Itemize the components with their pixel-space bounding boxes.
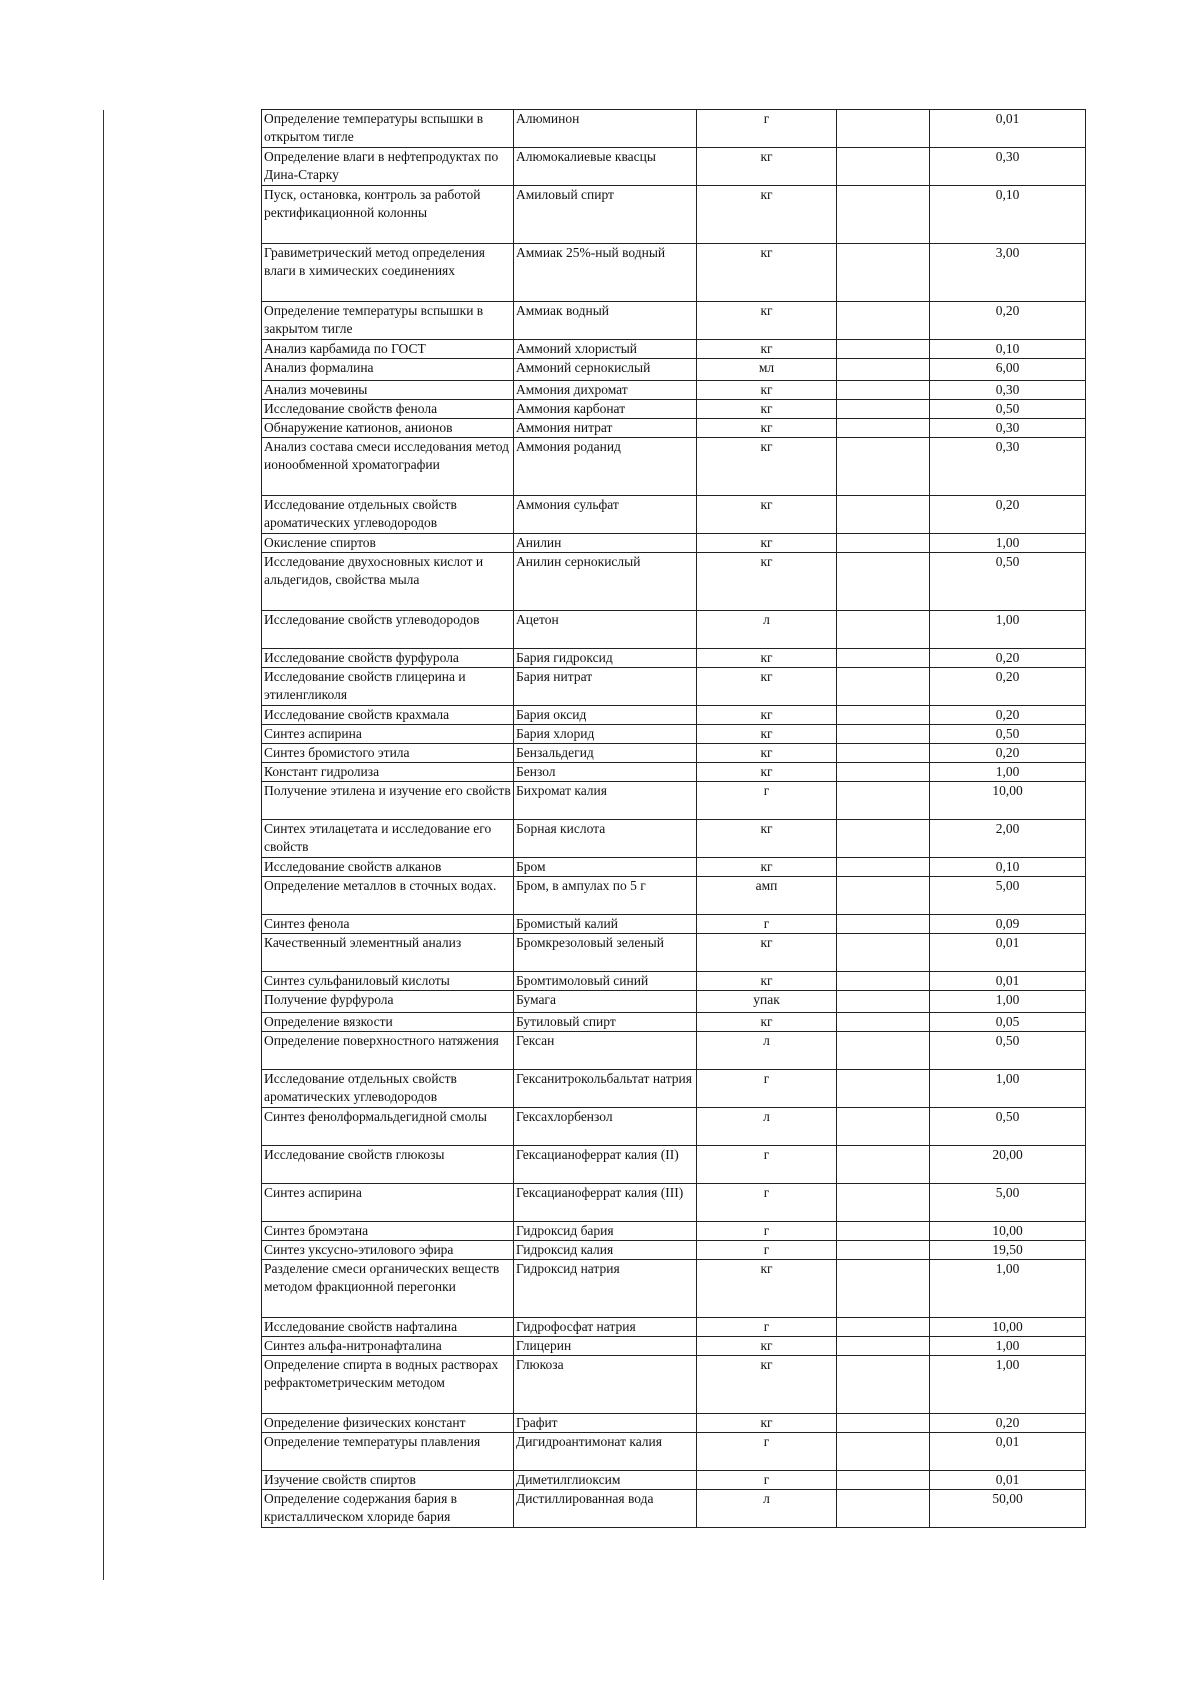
empty-cell bbox=[837, 915, 930, 934]
quantity-cell: 0,20 bbox=[930, 744, 1086, 763]
table-row bbox=[262, 359, 1086, 381]
empty-cell bbox=[837, 934, 930, 972]
empty-cell bbox=[837, 496, 930, 534]
reagent-cell: Бария нитрат bbox=[514, 668, 697, 706]
reagent-cell: Алюмокалиевые квасцы bbox=[514, 148, 697, 186]
table-row bbox=[262, 877, 1086, 915]
quantity-cell: 20,00 bbox=[930, 1146, 1086, 1184]
reagent-cell: Бария хлорид bbox=[514, 725, 697, 744]
reagent-cell: Аммиак 25%-ный водный bbox=[514, 244, 697, 302]
empty-cell bbox=[837, 1184, 930, 1222]
quantity-cell: 0,01 bbox=[930, 1433, 1086, 1471]
reagent-cell: Ацетон bbox=[514, 611, 697, 649]
unit-cell: кг bbox=[697, 534, 837, 553]
quantity-cell: 0,50 bbox=[930, 725, 1086, 744]
unit-cell: кг bbox=[697, 668, 837, 706]
work-cell: Исследование свойств нафталина bbox=[262, 1318, 514, 1337]
table-row bbox=[262, 782, 1086, 820]
unit-cell: кг bbox=[697, 148, 837, 186]
reagent-cell: Бензол bbox=[514, 763, 697, 782]
reagent-cell: Бромистый калий bbox=[514, 915, 697, 934]
unit-cell: кг bbox=[697, 340, 837, 359]
quantity-cell: 0,20 bbox=[930, 706, 1086, 725]
table-row bbox=[262, 991, 1086, 1013]
empty-cell bbox=[837, 706, 930, 725]
work-cell: Синтез бромэтана bbox=[262, 1222, 514, 1241]
table-row bbox=[262, 419, 1086, 438]
reagent-cell: Анилин bbox=[514, 534, 697, 553]
quantity-cell: 0,01 bbox=[930, 972, 1086, 991]
quantity-cell: 10,00 bbox=[930, 782, 1086, 820]
empty-cell bbox=[837, 1241, 930, 1260]
unit-cell: л bbox=[697, 1108, 837, 1146]
quantity-cell: 5,00 bbox=[930, 877, 1086, 915]
table-row bbox=[262, 1490, 1086, 1528]
quantity-cell: 1,00 bbox=[930, 1260, 1086, 1318]
unit-cell: кг bbox=[697, 438, 837, 496]
quantity-cell: 1,00 bbox=[930, 611, 1086, 649]
unit-cell: кг bbox=[697, 1414, 837, 1433]
unit-cell: кг bbox=[697, 858, 837, 877]
quantity-cell: 0,20 bbox=[930, 668, 1086, 706]
empty-cell bbox=[837, 419, 930, 438]
reagent-cell: Аммоний сернокислый bbox=[514, 359, 697, 381]
table-row bbox=[262, 110, 1086, 148]
table-row bbox=[262, 1222, 1086, 1241]
empty-cell bbox=[837, 1490, 930, 1528]
empty-cell bbox=[837, 744, 930, 763]
empty-cell bbox=[837, 858, 930, 877]
reagent-cell: Бром bbox=[514, 858, 697, 877]
table-row bbox=[262, 1032, 1086, 1070]
unit-cell: кг bbox=[697, 649, 837, 668]
empty-cell bbox=[837, 1356, 930, 1414]
table-row bbox=[262, 302, 1086, 340]
reagent-cell: Бихромат калия bbox=[514, 782, 697, 820]
empty-cell bbox=[837, 782, 930, 820]
table-row bbox=[262, 915, 1086, 934]
empty-cell bbox=[837, 1414, 930, 1433]
unit-cell: л bbox=[697, 1032, 837, 1070]
reagent-cell: Аммония карбонат bbox=[514, 400, 697, 419]
work-cell: Пуск, остановка, контроль за работой ректификационной колонны bbox=[262, 186, 514, 244]
table-row bbox=[262, 972, 1086, 991]
work-cell: Исследование свойств глюкозы bbox=[262, 1146, 514, 1184]
empty-cell bbox=[837, 1222, 930, 1241]
empty-cell bbox=[837, 991, 930, 1013]
work-cell: Качественный элементный анализ bbox=[262, 934, 514, 972]
quantity-cell: 10,00 bbox=[930, 1318, 1086, 1337]
unit-cell: кг bbox=[697, 1260, 837, 1318]
empty-cell bbox=[837, 763, 930, 782]
work-cell: Анализ карбамида по ГОСТ bbox=[262, 340, 514, 359]
empty-cell bbox=[837, 877, 930, 915]
unit-cell: кг bbox=[697, 820, 837, 858]
quantity-cell: 3,00 bbox=[930, 244, 1086, 302]
work-cell: Исследование свойств углеводородов bbox=[262, 611, 514, 649]
quantity-cell: 0,09 bbox=[930, 915, 1086, 934]
empty-cell bbox=[837, 1146, 930, 1184]
quantity-cell: 0,30 bbox=[930, 438, 1086, 496]
unit-cell: г bbox=[697, 1222, 837, 1241]
quantity-cell: 1,00 bbox=[930, 534, 1086, 553]
table-row bbox=[262, 744, 1086, 763]
reagent-cell: Бромтимоловый синий bbox=[514, 972, 697, 991]
reagent-cell: Амиловый спирт bbox=[514, 186, 697, 244]
unit-cell: кг bbox=[697, 744, 837, 763]
quantity-cell: 0,30 bbox=[930, 148, 1086, 186]
reagent-cell: Аммония роданид bbox=[514, 438, 697, 496]
quantity-cell: 0,20 bbox=[930, 496, 1086, 534]
work-cell: Определение влаги в нефтепродуктах по Дина-Старку bbox=[262, 148, 514, 186]
reagent-cell: Дистиллированная вода bbox=[514, 1490, 697, 1528]
table-row bbox=[262, 1070, 1086, 1108]
empty-cell bbox=[837, 340, 930, 359]
quantity-cell: 0,20 bbox=[930, 1414, 1086, 1433]
empty-cell bbox=[837, 244, 930, 302]
reagent-cell: Борная кислота bbox=[514, 820, 697, 858]
table-row bbox=[262, 1013, 1086, 1032]
quantity-cell: 0,50 bbox=[930, 400, 1086, 419]
work-cell: Исследование свойств глицерина и этиленгликоля bbox=[262, 668, 514, 706]
table-row bbox=[262, 1414, 1086, 1433]
empty-cell bbox=[837, 725, 930, 744]
unit-cell: г bbox=[697, 1471, 837, 1490]
table-row bbox=[262, 186, 1086, 244]
reagent-cell: Аммония сульфат bbox=[514, 496, 697, 534]
quantity-cell: 1,00 bbox=[930, 1337, 1086, 1356]
table-row bbox=[262, 763, 1086, 782]
work-cell: Синтез сульфаниловый кислоты bbox=[262, 972, 514, 991]
reagent-cell: Аммоний хлористый bbox=[514, 340, 697, 359]
empty-cell bbox=[837, 553, 930, 611]
empty-cell bbox=[837, 1070, 930, 1108]
empty-cell bbox=[837, 649, 930, 668]
work-cell: Синтез уксусно-этилового эфира bbox=[262, 1241, 514, 1260]
table-row bbox=[262, 496, 1086, 534]
unit-cell: кг bbox=[697, 706, 837, 725]
reagent-cell: Бумага bbox=[514, 991, 697, 1013]
work-cell: Исследование отдельных свойств ароматических углеводородов bbox=[262, 496, 514, 534]
work-cell: Разделение смеси органических веществ методом фракционной перегонки bbox=[262, 1260, 514, 1318]
empty-cell bbox=[837, 1337, 930, 1356]
table-row bbox=[262, 1146, 1086, 1184]
reagent-cell: Алюминон bbox=[514, 110, 697, 148]
unit-cell: г bbox=[697, 1070, 837, 1108]
table-row bbox=[262, 706, 1086, 725]
reagent-cell: Аммония дихромат bbox=[514, 381, 697, 400]
empty-cell bbox=[837, 1433, 930, 1471]
work-cell: Анализ мочевины bbox=[262, 381, 514, 400]
unit-cell: г bbox=[697, 1146, 837, 1184]
empty-cell bbox=[837, 1260, 930, 1318]
reagent-cell: Гексахлорбензол bbox=[514, 1108, 697, 1146]
reagent-cell: Бромкрезоловый зеленый bbox=[514, 934, 697, 972]
unit-cell: мл bbox=[697, 359, 837, 381]
empty-cell bbox=[837, 534, 930, 553]
quantity-cell: 0,10 bbox=[930, 858, 1086, 877]
table-row bbox=[262, 725, 1086, 744]
work-cell: Гравиметрический метод определения влаги в химических соединениях bbox=[262, 244, 514, 302]
reagent-cell: Аммония нитрат bbox=[514, 419, 697, 438]
empty-cell bbox=[837, 1108, 930, 1146]
work-cell: Исследование свойств алканов bbox=[262, 858, 514, 877]
table-row bbox=[262, 148, 1086, 186]
work-cell: Исследование свойств фурфурола bbox=[262, 649, 514, 668]
reagent-cell: Бария оксид bbox=[514, 706, 697, 725]
unit-cell: кг bbox=[697, 1337, 837, 1356]
table-row bbox=[262, 1471, 1086, 1490]
reagent-cell: Анилин сернокислый bbox=[514, 553, 697, 611]
unit-cell: г bbox=[697, 110, 837, 148]
empty-cell bbox=[837, 1471, 930, 1490]
quantity-cell: 0,10 bbox=[930, 340, 1086, 359]
table-row bbox=[262, 1260, 1086, 1318]
reagent-cell: Гидрофосфат натрия bbox=[514, 1318, 697, 1337]
work-cell: Анализ состава смеси исследования метод ионообменной хроматографии bbox=[262, 438, 514, 496]
page-margin-rule bbox=[103, 110, 104, 1580]
unit-cell: кг bbox=[697, 381, 837, 400]
unit-cell: г bbox=[697, 1318, 837, 1337]
quantity-cell: 0,50 bbox=[930, 1032, 1086, 1070]
table-row bbox=[262, 1108, 1086, 1146]
table-row bbox=[262, 553, 1086, 611]
empty-cell bbox=[837, 972, 930, 991]
quantity-cell: 0,30 bbox=[930, 419, 1086, 438]
reagent-cell: Дигидроантимонат калия bbox=[514, 1433, 697, 1471]
empty-cell bbox=[837, 611, 930, 649]
reagent-cell: Гидроксид калия bbox=[514, 1241, 697, 1260]
unit-cell: г bbox=[697, 782, 837, 820]
table-row bbox=[262, 1433, 1086, 1471]
unit-cell: кг bbox=[697, 1356, 837, 1414]
unit-cell: кг bbox=[697, 1013, 837, 1032]
unit-cell: г bbox=[697, 1241, 837, 1260]
work-cell: Синтех этилацетата и исследование его свойств bbox=[262, 820, 514, 858]
unit-cell: кг bbox=[697, 302, 837, 340]
table-row bbox=[262, 668, 1086, 706]
work-cell: Определение поверхностного натяжения bbox=[262, 1032, 514, 1070]
unit-cell: г bbox=[697, 1433, 837, 1471]
unit-cell: кг bbox=[697, 400, 837, 419]
quantity-cell: 0,30 bbox=[930, 381, 1086, 400]
empty-cell bbox=[837, 1318, 930, 1337]
empty-cell bbox=[837, 110, 930, 148]
reagent-cell: Диметилглиоксим bbox=[514, 1471, 697, 1490]
table-row bbox=[262, 1337, 1086, 1356]
empty-cell bbox=[837, 359, 930, 381]
table-row bbox=[262, 649, 1086, 668]
reagent-cell: Гидроксид натрия bbox=[514, 1260, 697, 1318]
unit-cell: кг bbox=[697, 934, 837, 972]
reagent-cell: Графит bbox=[514, 1414, 697, 1433]
table-row bbox=[262, 1356, 1086, 1414]
work-cell: Обнаружение катионов, анионов bbox=[262, 419, 514, 438]
reagent-cell: Бром, в ампулах по 5 г bbox=[514, 877, 697, 915]
quantity-cell: 0,05 bbox=[930, 1013, 1086, 1032]
quantity-cell: 5,00 bbox=[930, 1184, 1086, 1222]
table-row bbox=[262, 400, 1086, 419]
table-row bbox=[262, 611, 1086, 649]
work-cell: Получение фурфурола bbox=[262, 991, 514, 1013]
quantity-cell: 0,20 bbox=[930, 302, 1086, 340]
reagent-cell: Глицерин bbox=[514, 1337, 697, 1356]
quantity-cell: 1,00 bbox=[930, 763, 1086, 782]
table-row bbox=[262, 1318, 1086, 1337]
work-cell: Определение температуры вспышки в открытом тигле bbox=[262, 110, 514, 148]
quantity-cell: 10,00 bbox=[930, 1222, 1086, 1241]
table-row bbox=[262, 244, 1086, 302]
quantity-cell: 1,00 bbox=[930, 1356, 1086, 1414]
quantity-cell: 0,01 bbox=[930, 1471, 1086, 1490]
work-cell: Определение физических констант bbox=[262, 1414, 514, 1433]
work-cell: Синтез альфа-нитронафталина bbox=[262, 1337, 514, 1356]
table-row bbox=[262, 820, 1086, 858]
unit-cell: кг bbox=[697, 244, 837, 302]
reagent-cell: Гексацианоферрат калия (III) bbox=[514, 1184, 697, 1222]
unit-cell: г bbox=[697, 1184, 837, 1222]
quantity-cell: 50,00 bbox=[930, 1490, 1086, 1528]
work-cell: Синтез фенола bbox=[262, 915, 514, 934]
work-cell: Синтез бромистого этила bbox=[262, 744, 514, 763]
work-cell: Исследование свойств крахмала bbox=[262, 706, 514, 725]
table-row bbox=[262, 1184, 1086, 1222]
empty-cell bbox=[837, 1032, 930, 1070]
work-cell: Синтез фенолформальдегидной смолы bbox=[262, 1108, 514, 1146]
table-row bbox=[262, 858, 1086, 877]
empty-cell bbox=[837, 438, 930, 496]
work-cell: Анализ формалина bbox=[262, 359, 514, 381]
quantity-cell: 0,01 bbox=[930, 934, 1086, 972]
quantity-cell: 0,50 bbox=[930, 553, 1086, 611]
work-cell: Констант гидролиза bbox=[262, 763, 514, 782]
work-cell: Исследование двухосновных кислот и альдегидов, свойства мыла bbox=[262, 553, 514, 611]
reagent-cell: Гексацианоферрат калия (II) bbox=[514, 1146, 697, 1184]
empty-cell bbox=[837, 381, 930, 400]
unit-cell: кг bbox=[697, 725, 837, 744]
quantity-cell: 0,50 bbox=[930, 1108, 1086, 1146]
work-cell: Изучение свойств спиртов bbox=[262, 1471, 514, 1490]
work-cell: Определение металлов в сточных водах. bbox=[262, 877, 514, 915]
unit-cell: кг bbox=[697, 763, 837, 782]
work-cell: Получение этилена и изучение его свойств bbox=[262, 782, 514, 820]
quantity-cell: 6,00 bbox=[930, 359, 1086, 381]
unit-cell: кг bbox=[697, 972, 837, 991]
empty-cell bbox=[837, 1013, 930, 1032]
reagent-cell: Гексан bbox=[514, 1032, 697, 1070]
quantity-cell: 19,50 bbox=[930, 1241, 1086, 1260]
reagent-cell: Глюкоза bbox=[514, 1356, 697, 1414]
unit-cell: амп bbox=[697, 877, 837, 915]
work-cell: Определение спирта в водных растворах рефрактометрическим методом bbox=[262, 1356, 514, 1414]
quantity-cell: 0,01 bbox=[930, 110, 1086, 148]
work-cell: Синтез аспирина bbox=[262, 1184, 514, 1222]
empty-cell bbox=[837, 186, 930, 244]
reagent-cell: Гидроксид бария bbox=[514, 1222, 697, 1241]
reagents-table bbox=[261, 109, 1086, 1528]
unit-cell: г bbox=[697, 915, 837, 934]
table-row bbox=[262, 1241, 1086, 1260]
empty-cell bbox=[837, 820, 930, 858]
reagents-table-body bbox=[262, 110, 1086, 1528]
unit-cell: упак bbox=[697, 991, 837, 1013]
reagent-cell: Гексанитрокольбальтат натрия bbox=[514, 1070, 697, 1108]
empty-cell bbox=[837, 668, 930, 706]
work-cell: Определение содержания бария в кристаллическом хлориде бария bbox=[262, 1490, 514, 1528]
table-row bbox=[262, 381, 1086, 400]
work-cell: Исследование свойств фенола bbox=[262, 400, 514, 419]
reagent-cell: Бензальдегид bbox=[514, 744, 697, 763]
work-cell: Синтез аспирина bbox=[262, 725, 514, 744]
work-cell: Исследование отдельных свойств ароматических углеводородов bbox=[262, 1070, 514, 1108]
unit-cell: кг bbox=[697, 553, 837, 611]
unit-cell: кг bbox=[697, 419, 837, 438]
quantity-cell: 0,10 bbox=[930, 186, 1086, 244]
unit-cell: кг bbox=[697, 186, 837, 244]
reagent-cell: Бария гидроксид bbox=[514, 649, 697, 668]
table-row bbox=[262, 534, 1086, 553]
empty-cell bbox=[837, 302, 930, 340]
empty-cell bbox=[837, 400, 930, 419]
empty-cell bbox=[837, 148, 930, 186]
unit-cell: кг bbox=[697, 496, 837, 534]
quantity-cell: 2,00 bbox=[930, 820, 1086, 858]
quantity-cell: 1,00 bbox=[930, 1070, 1086, 1108]
reagent-cell: Бутиловый спирт bbox=[514, 1013, 697, 1032]
table-row bbox=[262, 340, 1086, 359]
work-cell: Окисление спиртов bbox=[262, 534, 514, 553]
quantity-cell: 0,20 bbox=[930, 649, 1086, 668]
quantity-cell: 1,00 bbox=[930, 991, 1086, 1013]
work-cell: Определение температуры плавления bbox=[262, 1433, 514, 1471]
table-row bbox=[262, 438, 1086, 496]
work-cell: Определение вязкости bbox=[262, 1013, 514, 1032]
work-cell: Определение температуры вспышки в закрытом тигле bbox=[262, 302, 514, 340]
table-row bbox=[262, 934, 1086, 972]
reagent-cell: Аммиак водный bbox=[514, 302, 697, 340]
unit-cell: л bbox=[697, 1490, 837, 1528]
unit-cell: л bbox=[697, 611, 837, 649]
